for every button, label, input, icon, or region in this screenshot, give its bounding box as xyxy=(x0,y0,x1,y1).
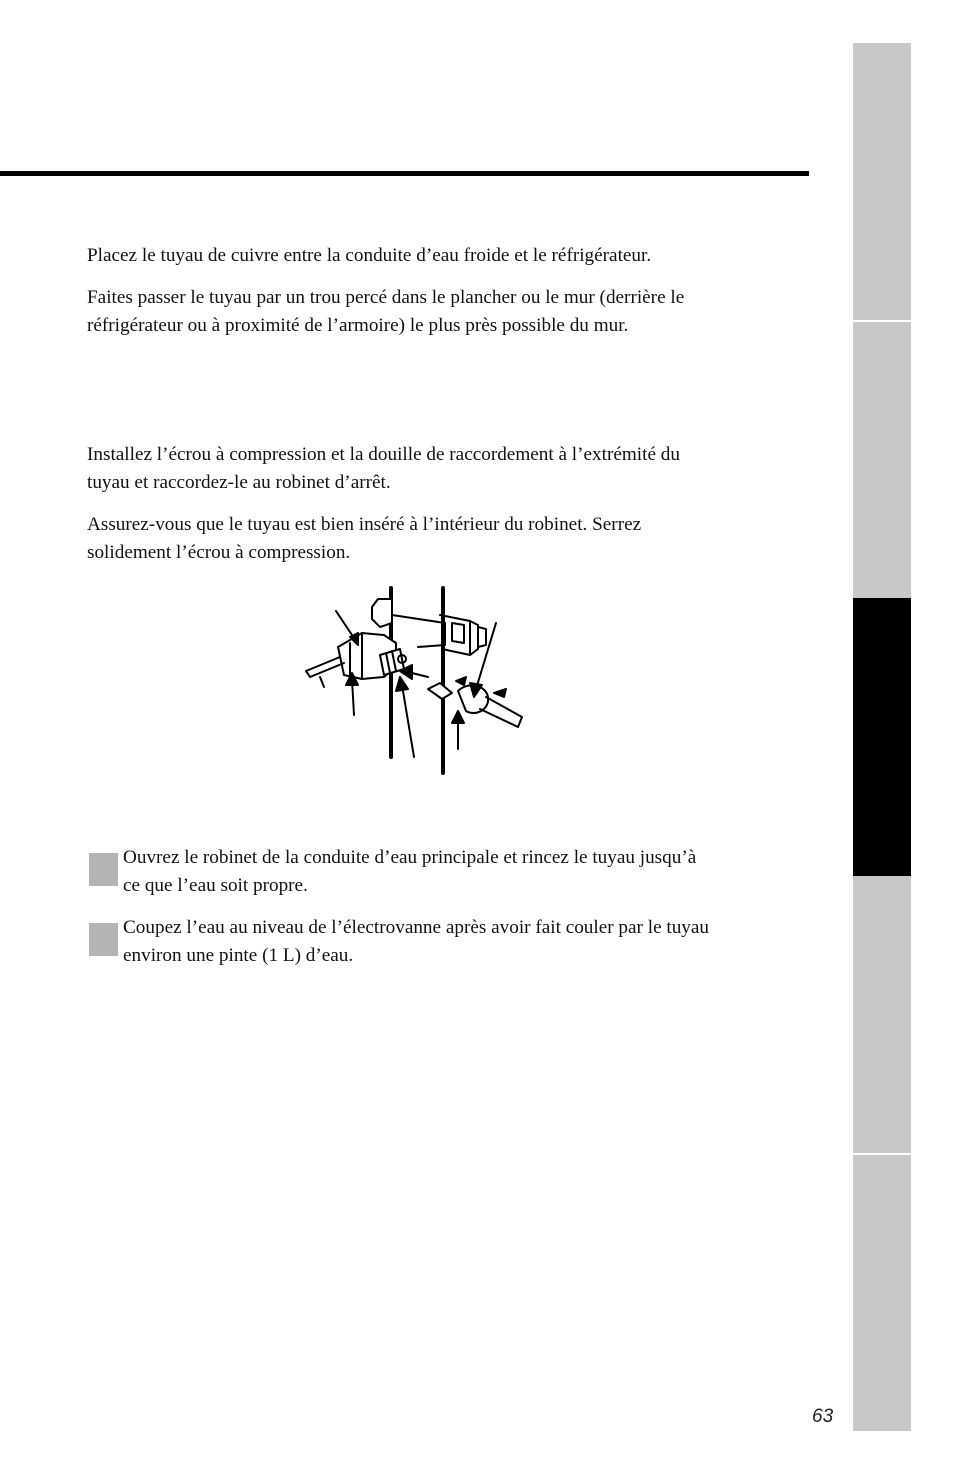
chapter-tab[interactable] xyxy=(853,1155,911,1431)
text-line: tuyau et raccordez-le au robinet d’arrêt. xyxy=(87,472,391,493)
chapter-tab[interactable] xyxy=(853,43,911,320)
step-shut-water xyxy=(123,914,843,970)
text-line: solidement l’écrou à compression. xyxy=(87,542,351,563)
shutoff-valve-icon xyxy=(300,585,532,778)
text-line: Faites passer le tuyau par un trou percé dans le plancher ou le mur (derrière le xyxy=(87,287,685,308)
step-marker xyxy=(89,853,118,886)
paragraph-insert-tube xyxy=(87,511,807,567)
text-line: Installez l’écrou à compression et la douille de raccordement à l’extrémité du xyxy=(87,444,680,465)
text-line: Ouvrez le robinet de la conduite d’eau principale et rincez le tuyau jusqu’à xyxy=(123,847,697,868)
chapter-tab-active[interactable] xyxy=(853,598,911,876)
step-marker xyxy=(89,923,118,956)
paragraph-route-tube xyxy=(87,284,807,340)
text-line: environ une pinte (1 L) d’eau. xyxy=(123,945,354,966)
page-number: 63 xyxy=(812,1406,834,1427)
valve-illustration xyxy=(300,585,532,778)
paragraph-place-tube xyxy=(87,242,807,270)
header-rule xyxy=(0,171,809,176)
text-line: ce que l’eau soit propre. xyxy=(123,875,308,896)
chapter-tab[interactable] xyxy=(853,322,911,598)
text-line: réfrigérateur ou à proximité de l’armoire) le plus près possible du mur. xyxy=(87,315,629,336)
chapter-tab[interactable] xyxy=(853,876,911,1153)
step-flush-tube xyxy=(123,844,843,900)
text-line: Placez le tuyau de cuivre entre la conduite d’eau froide et le réfrigérateur. xyxy=(87,245,652,266)
chapter-tabs xyxy=(853,43,911,1431)
text-line: Assurez-vous que le tuyau est bien inséré à l’intérieur du robinet. Serrez xyxy=(87,514,642,535)
paragraph-install-nut xyxy=(87,441,807,497)
text-line: Coupez l’eau au niveau de l’électrovanne après avoir fait couler par le tuyau xyxy=(123,917,710,938)
